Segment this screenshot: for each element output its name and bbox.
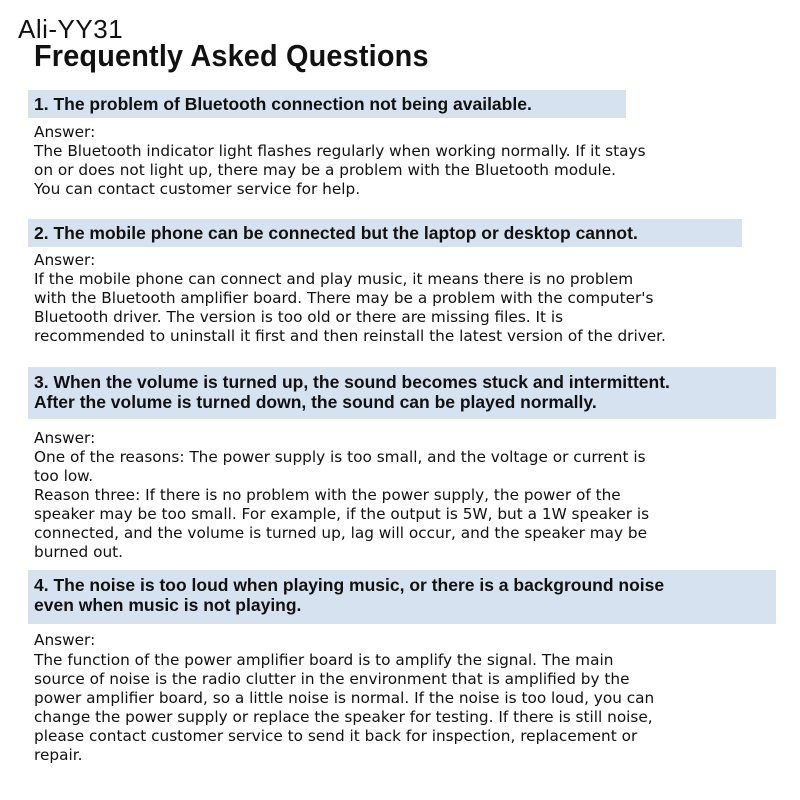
faq-question-2: 2. The mobile phone can be connected but the laptop or desktop cannot. (28, 219, 742, 247)
faq-answer-label-3: Answer: (34, 429, 96, 447)
faq-answer-label-1: Answer: (34, 123, 96, 141)
faq-question-1: 1. The problem of Bluetooth connection not being available. (28, 90, 626, 118)
page-title: Frequently Asked Questions (34, 38, 429, 73)
faq-answer-label-4: Answer: (34, 631, 96, 649)
faq-question-3: 3. When the volume is turned up, the sound becomes stuck and intermittent. After the volume is turned down, the sound can be played normally. (28, 367, 776, 419)
watermark: Ali-YY31 (18, 14, 124, 44)
faq-answer-2: If the mobile phone can connect and play music, it means there is no problem with the Bluetooth amplifier board. There may be a problem with the computer's Bluetooth driver. The version is too old or there are missing files. It is recommended to uninstall it first and then reinstall the latest version of the driver. (34, 270, 666, 345)
faq-question-4: 4. The noise is too loud when playing music, or there is a background noise even when music is not playing. (28, 570, 776, 624)
faq-answer-1: The Bluetooth indicator light flashes regularly when working normally. If it stays on or does not light up, there may be a problem with the Bluetooth module. You can contact customer service for help. (34, 142, 646, 198)
faq-answer-3: One of the reasons: The power supply is too small, and the voltage or current is too low. Reason three: If there is no problem with the power supply, the power of the speaker may be too small. For example, if the output is 5W, but a 1W speaker is connected, and the volume is turned up, lag will occur, and the speaker may be burned out. (34, 448, 650, 561)
faq-answer-4: The function of the power amplifier board is to amplify the signal. The main source of noise is the radio clutter in the environment that is amplified by the power amplifier board, so a little noise is normal. If the noise is too loud, you can change the power supply or replace the speaker for testing. If there is still noise, please contact customer service to send it back for inspection, replacement or repair. (34, 651, 655, 764)
faq-answer-label-2: Answer: (34, 251, 96, 269)
